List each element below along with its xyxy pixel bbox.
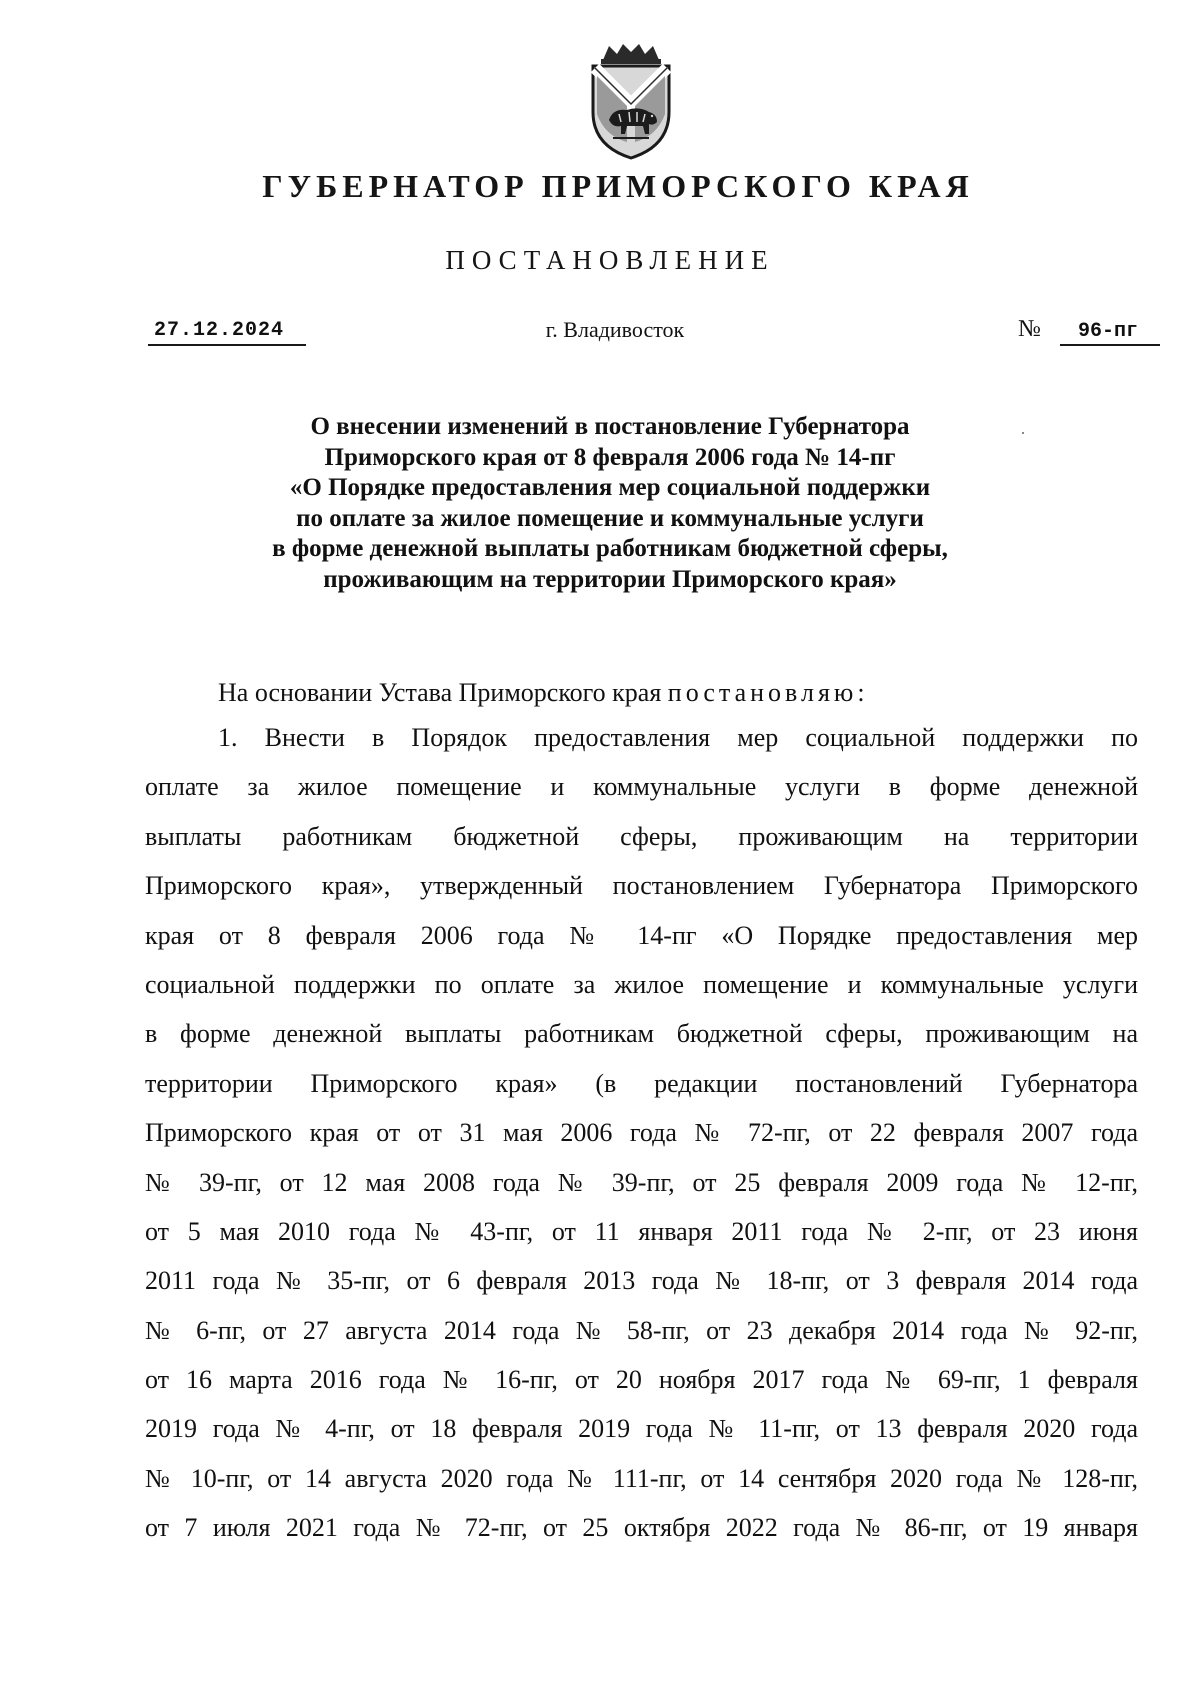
paragraph-line: 2019 года № 4-пг, от 18 февраля 2019 года № 11-пг, от 13 февраля 2020 года: [145, 1414, 1138, 1444]
paragraph-line: оплате за жилое помещение и коммунальные услуги в форме денежной: [145, 772, 1138, 802]
paragraph-line: 2011 года № 35-пг, от 6 февраля 2013 года № 18-пг, от 3 февраля 2014 года: [145, 1266, 1138, 1296]
paragraph-line: территории Приморского края» (в редакции постановлений Губернатора: [145, 1068, 1138, 1098]
document-date: 27.12.2024: [148, 318, 306, 346]
document-type: ПОСТАНОВЛЕНИЕ: [445, 245, 775, 275]
heading-line: по оплате за жилое помещение и коммунальные услуги: [296, 504, 924, 532]
document-heading: [0, 412, 1200, 595]
paragraph-line: в форме денежной выплаты работникам бюджетной сферы, проживающим на: [145, 1019, 1138, 1049]
coat-of-arms-icon: [583, 42, 679, 160]
paragraph-line: № 6-пг, от 27 августа 2014 года № 58-пг, от 23 декабря 2014 года № 92-пг,: [145, 1315, 1138, 1345]
intro-line: [218, 676, 1138, 710]
paragraph-line: от 16 марта 2016 года № 16-пг, от 20 ноября 2017 года № 69-пг, 1 февраля: [145, 1365, 1138, 1395]
paragraph-line: края от 8 февраля 2006 года № 14-пг «О Порядке предоставления мер: [145, 920, 1138, 950]
paragraph-line: Приморского края от от 31 мая 2006 года № 72-пг, от 22 февраля 2007 года: [145, 1118, 1138, 1148]
paragraph-line: № 39-пг, от 12 мая 2008 года № 39-пг, от 25 февраля 2009 года № 12-пг,: [145, 1167, 1138, 1197]
paragraph-line: выплаты работникам бюджетной сферы, проживающим на территории: [145, 821, 1138, 851]
paragraph-line: Приморского края», утвержденный постановлением Губернатора Приморского: [145, 871, 1138, 901]
paragraph-line: 1. Внести в Порядок предоставления мер социальной поддержки по: [218, 723, 1138, 752]
intro-text: На основании Устава Приморского края: [218, 678, 662, 707]
heading-line: проживающим на территории Приморского края»: [323, 565, 897, 593]
heading-line: Приморского края от 8 февраля 2006 года № 14-пг: [324, 443, 896, 471]
organization-title: ГУБЕРНАТОР ПРИМОРСКОГО КРАЯ: [262, 168, 974, 204]
scan-artifact: [1022, 432, 1024, 434]
document-number: 96-пг: [1060, 320, 1160, 346]
paragraph-line: от 7 июля 2021 года № 72-пг, от 25 октября 2022 года № 86-пг, от 19 января: [145, 1513, 1138, 1543]
paragraph-line: от 5 мая 2010 года № 43-пг, от 11 января 2011 года № 2-пг, от 23 июня: [145, 1216, 1138, 1246]
paragraph-1: [145, 721, 1138, 1561]
paragraph-line: социальной поддержки по оплате за жилое помещение и коммунальные услуги: [145, 969, 1138, 999]
heading-line: О внесении изменений в постановление Губернатора: [310, 413, 910, 440]
intro-resolve-word: постановляю:: [667, 678, 869, 707]
heading-line: «О Порядке предоставления мер социальной поддержки: [289, 474, 931, 501]
paragraph-line: № 10-пг, от 14 августа 2020 года № 111-пг, от 14 сентября 2020 года № 128-пг,: [145, 1463, 1138, 1493]
document-number-block: [1018, 314, 1168, 348]
document-city: г. Владивосток: [545, 317, 685, 342]
heading-line: в форме денежной выплаты работникам бюджетной сферы,: [272, 535, 948, 562]
number-sign: №: [1018, 316, 1041, 342]
